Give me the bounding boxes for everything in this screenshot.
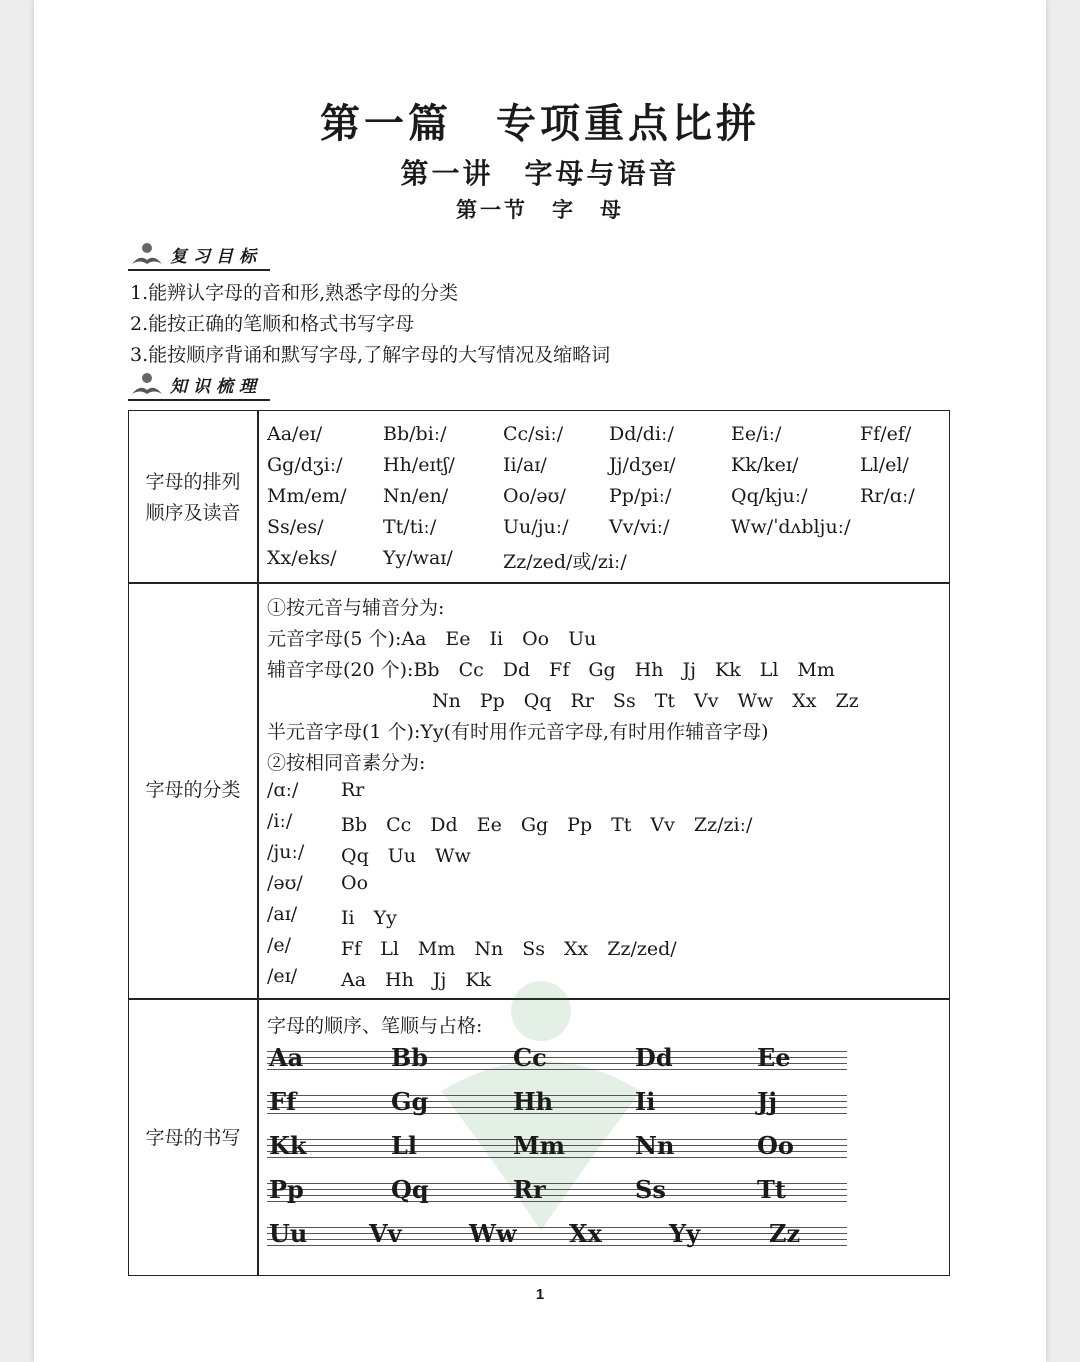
phoneme-letters: Aa Hh Jj Kk [341, 969, 492, 991]
phoneme-letters: Rr [341, 779, 365, 801]
review-goals-heading [128, 240, 272, 272]
phoneme-letters: Ii Yy [341, 907, 397, 929]
knowledge-heading [128, 370, 272, 402]
phoneme-sound: /e/ [267, 934, 292, 956]
classification-label: 字母的分类 [145, 779, 241, 801]
letter-writing-sample: Ee [757, 1043, 791, 1072]
letter-pronunciation: Ss/es/ [267, 516, 324, 538]
letter-writing-sample: Ss [635, 1175, 666, 1204]
letter-pronunciation: Tt/tiː/ [383, 516, 437, 538]
goal-item: 1.能辨认字母的音和形,熟悉字母的分类 [130, 282, 459, 304]
letter-writing-sample: Hh [513, 1087, 554, 1116]
part-title: 第一篇 专项重点比拼 [320, 100, 760, 147]
letter-pronunciation: Xx/eks/ [267, 547, 337, 569]
page-number: 1 [535, 1286, 545, 1303]
letter-writing-sample: Aa [269, 1043, 304, 1072]
letter-writing-sample: Jj [757, 1087, 778, 1116]
letter-pronunciation: Aa/eɪ/ [267, 423, 323, 445]
order-label: 字母的排列 顺序及读音 [145, 471, 241, 524]
handwriting-guide-line [267, 1233, 847, 1234]
goal-item: 3.能按顺序背诵和默写字母,了解字母的大写情况及缩略词 [130, 344, 611, 366]
phoneme-sound: /eɪ/ [267, 965, 298, 987]
letter-writing-sample: Ll [391, 1131, 417, 1160]
letter-writing-sample: Oo [757, 1131, 794, 1160]
letter-writing-sample: Tt [757, 1175, 786, 1204]
letter-writing-sample: Kk [269, 1131, 307, 1160]
phoneme-letters: Oo [341, 872, 369, 894]
phoneme-sound: /əʊ/ [267, 872, 303, 894]
class-line: ②按相同音素分为: [267, 752, 426, 774]
letter-pronunciation: Vv/viː/ [609, 516, 670, 538]
letter-pronunciation: Kk/keɪ/ [731, 454, 799, 476]
phoneme-sound: /ɑː/ [267, 779, 299, 801]
phoneme-sound: /aɪ/ [267, 903, 298, 925]
letter-writing-sample: Gg [391, 1087, 429, 1116]
letter-pronunciation: Ll/el/ [860, 454, 909, 476]
phoneme-sound: /juː/ [267, 841, 305, 863]
letter-writing-sample: Qq [391, 1175, 429, 1204]
phoneme-letters: Ff Ll Mm Nn Ss Xx Zz/zed/ [341, 938, 677, 960]
letter-writing-sample: Pp [269, 1175, 304, 1204]
letter-pronunciation: Gg/dʒiː/ [267, 454, 343, 476]
letter-writing-sample: Nn [635, 1131, 675, 1160]
goal-item: 2.能按正确的笔顺和格式书写字母 [130, 313, 415, 335]
phoneme-letters: Bb Cc Dd Ee Gg Pp Tt Vv Zz/ziː/ [341, 814, 753, 836]
letter-pronunciation: Cc/siː/ [503, 423, 564, 445]
letter-writing-sample: Bb [391, 1043, 429, 1072]
letter-writing-sample: Mm [513, 1131, 565, 1160]
letter-pronunciation: Uu/juː/ [503, 516, 569, 538]
letter-writing-sample: Uu [269, 1219, 308, 1248]
letter-pronunciation: Pp/piː/ [609, 485, 672, 507]
lecture-title: 第一讲 字母与语音 [400, 157, 680, 190]
handwriting-guide-line [267, 1227, 847, 1228]
class-line: ①按元音与辅音分为: [267, 597, 445, 619]
writing-label: 字母的书写 [145, 1127, 241, 1149]
letter-pronunciation: Bb/biː/ [383, 423, 447, 445]
letter-pronunciation: Ee/iː/ [731, 423, 782, 445]
letter-writing-sample: Yy [669, 1219, 701, 1248]
letter-pronunciation: Ww/ˈdʌbljuː/ [731, 516, 851, 538]
letter-writing-sample: Vv [369, 1219, 402, 1248]
letter-writing-sample: Ww [469, 1219, 517, 1248]
letter-pronunciation: Yy/waɪ/ [383, 547, 453, 569]
letter-pronunciation: Nn/en/ [383, 485, 449, 507]
phoneme-sound: /iː/ [267, 810, 293, 832]
handwriting-guide-line [267, 1239, 847, 1240]
letter-pronunciation: Dd/diː/ [609, 423, 674, 445]
letter-pronunciation: Qq/kjuː/ [731, 485, 808, 507]
letter-writing-sample: Zz [769, 1219, 801, 1248]
class-line: 辅音字母(20 个):Bb Cc Dd Ff Gg Hh Jj Kk Ll Mm [267, 659, 835, 681]
knowledge-label: 知识梳理 [170, 377, 262, 397]
letter-pronunciation: Mm/em/ [267, 485, 347, 507]
letter-pronunciation: Hh/eɪtʃ/ [383, 454, 455, 476]
reader-icon [130, 372, 164, 398]
letter-pronunciation: Ff/ef/ [860, 423, 912, 445]
class-line: Nn Pp Qq Rr Ss Tt Vv Ww Xx Zz [432, 690, 859, 712]
writing-intro: 字母的顺序、笔顺与占格: [267, 1015, 483, 1037]
goals-list [130, 278, 610, 371]
letter-writing-sample: Cc [513, 1043, 547, 1072]
handwriting-guide-line [267, 1245, 847, 1246]
section-title: 第一节 字 母 [456, 197, 624, 222]
class-line: 元音字母(5 个):Aa Ee Ii Oo Uu [267, 628, 597, 650]
review-goals-label: 复习目标 [170, 247, 262, 267]
letter-pronunciation: Rr/ɑː/ [860, 485, 915, 507]
letter-pronunciation: Ii/aɪ/ [503, 454, 547, 476]
letter-writing-sample: Dd [635, 1043, 673, 1072]
letter-pronunciation: Oo/əʊ/ [503, 485, 566, 507]
knowledge-table [128, 410, 950, 1276]
phoneme-letters: Qq Uu Ww [341, 845, 471, 867]
class-line: 半元音字母(1 个):Yy(有时用作元音字母,有时用作辅音字母) [267, 721, 769, 743]
letter-writing-sample: Ff [269, 1087, 297, 1116]
letter-writing-sample: Xx [569, 1219, 602, 1248]
letter-writing-sample: Ii [635, 1087, 656, 1116]
letter-pronunciation: Zz/zed/或/ziː/ [503, 551, 627, 573]
letter-writing-sample: Rr [513, 1175, 546, 1204]
reader-icon [130, 242, 164, 268]
letter-pronunciation: Jj/dʒeɪ/ [609, 454, 676, 476]
